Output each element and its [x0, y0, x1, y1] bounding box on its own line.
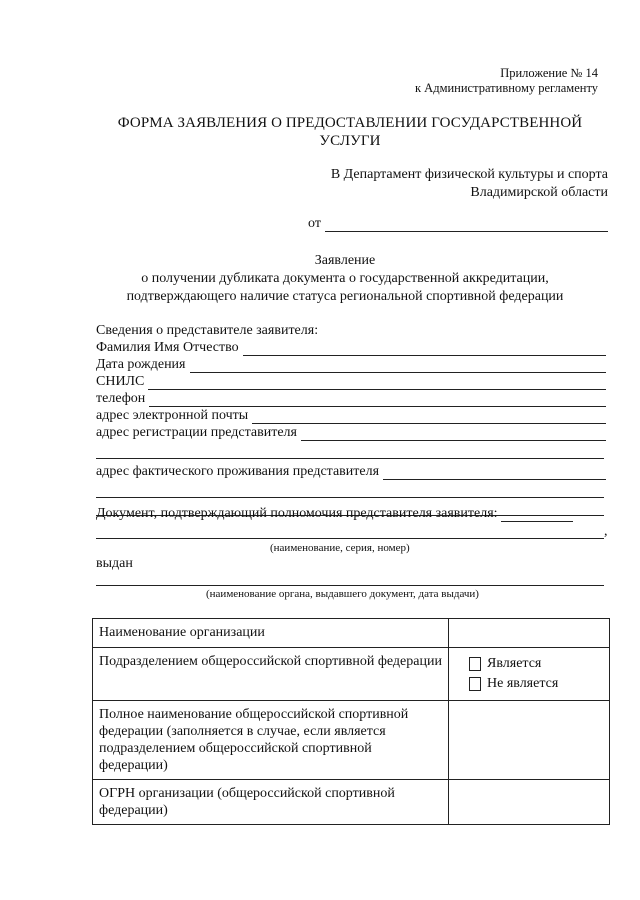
addressee-line-2: Владимирской области: [470, 185, 608, 200]
actual-address-field: [96, 463, 606, 480]
table-row: [93, 648, 610, 701]
birth-date-blank[interactable]: [190, 359, 607, 373]
option-is-not-label: Не является: [487, 676, 559, 691]
reg-address-field: [96, 424, 606, 441]
actual-address-label: адрес фактического проживания представителя: [96, 464, 380, 479]
org-name-value[interactable]: [449, 619, 610, 648]
authority-doc-caption: (наименование, серия, номер): [270, 542, 410, 554]
federation-name-value[interactable]: [449, 701, 610, 780]
actual-address-blank-2[interactable]: [96, 480, 604, 498]
representative-section: [96, 322, 606, 516]
ogrn-value[interactable]: [449, 780, 610, 825]
birth-date-field: [96, 356, 606, 373]
full-name-field: [96, 339, 606, 356]
phone-label: телефон: [96, 391, 146, 406]
addressee-line-1: В Департамент физической культуры и спорта: [330, 167, 608, 182]
org-name-label: Наименование организации: [93, 619, 449, 648]
from-field: [308, 216, 608, 232]
division-options: [449, 648, 610, 701]
annex-regulation: к Административному регламенту: [414, 81, 598, 95]
email-label: адрес электронной почты: [96, 408, 249, 423]
representative-heading: Сведения о представителе заявителя:: [96, 323, 319, 338]
snils-blank[interactable]: [148, 376, 606, 390]
actual-address-blank[interactable]: [383, 466, 606, 480]
birth-date-label: Дата рождения: [96, 357, 186, 372]
issued-blank[interactable]: [96, 585, 604, 586]
full-name-label: Фамилия Имя Отчество: [96, 340, 239, 355]
authority-doc-label: Документ, подтверждающий полномочия представителя заявителя:: [96, 506, 498, 521]
option-is-label: Является: [487, 656, 542, 671]
addressee: [331, 166, 608, 202]
annex-note: [415, 66, 598, 96]
statement-title: Заявление: [314, 253, 376, 268]
snils-field: [96, 373, 606, 390]
authority-doc-blank[interactable]: [501, 507, 573, 522]
table-row: [93, 701, 610, 780]
snils-label: СНИЛС: [96, 374, 145, 389]
checkbox-is-not[interactable]: [469, 677, 481, 691]
ogrn-label: ОГРН организации (общероссийской спортивной федерации): [93, 780, 449, 825]
form-title: ФОРМА ЗАЯВЛЕНИЯ О ПРЕДОСТАВЛЕНИИ ГОСУДАРСТВЕННОЙ УСЛУГИ: [117, 115, 583, 149]
statement-subject-2: подтверждающего наличие статуса региональной спортивной федерации: [126, 289, 564, 304]
reg-address-blank[interactable]: [301, 427, 606, 441]
division-label: Подразделением общероссийской спортивной федерации: [93, 648, 449, 701]
full-name-blank[interactable]: [243, 342, 606, 356]
authority-doc-blank-2[interactable]: [96, 538, 604, 539]
authority-doc-comma: ,: [604, 524, 608, 539]
phone-field: [96, 390, 606, 407]
authority-doc-field: [96, 506, 606, 522]
email-field: [96, 407, 606, 424]
statement-subject-1: о получении дубликата документа о государственной аккредитации,: [141, 271, 549, 286]
federation-name-label: Полное наименование общероссийской спортивной федерации (заполняется в случае, если является подразделением общероссийской спортивной федерации): [93, 701, 449, 780]
table-row: [93, 780, 610, 825]
issued-caption: (наименование органа, выдавшего документ, дата выдачи): [206, 588, 479, 600]
statement-heading: [90, 252, 600, 306]
organization-table: [92, 618, 610, 825]
reg-address-label: адрес регистрации представителя: [96, 425, 297, 440]
checkbox-is[interactable]: [469, 657, 481, 671]
phone-blank[interactable]: [149, 393, 606, 407]
from-blank-line[interactable]: [325, 217, 608, 232]
option-is[interactable]: [469, 655, 603, 672]
from-label: от: [308, 216, 321, 231]
option-is-not[interactable]: [469, 675, 603, 692]
reg-address-blank-2[interactable]: [96, 441, 604, 459]
table-row: [93, 619, 610, 648]
annex-number: Приложение № 14: [500, 66, 598, 80]
issued-label: выдан: [96, 556, 133, 571]
email-blank[interactable]: [252, 410, 606, 424]
